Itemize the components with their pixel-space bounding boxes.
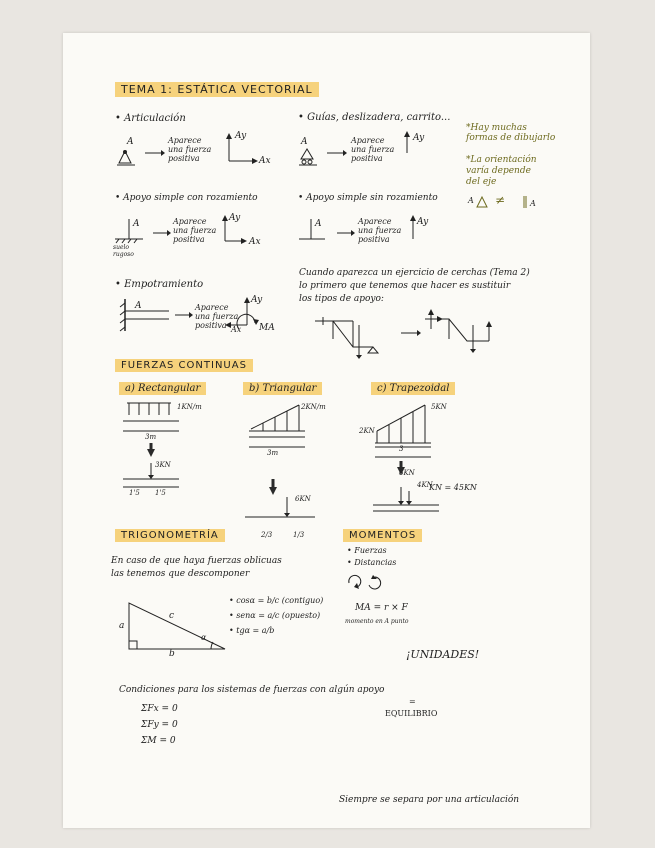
condiciones-equals: = xyxy=(409,697,416,706)
page-title: TEMA 1: ESTÁTICA VECTORIAL xyxy=(115,83,319,96)
empotramiento-ay: Ay xyxy=(251,295,263,305)
tri-third-2: 1/3 xyxy=(293,531,305,539)
trig-side-b: b xyxy=(169,649,175,659)
empotramiento-ma: MA xyxy=(259,323,275,333)
trap-res1: 6KN xyxy=(399,469,415,477)
moment-formula: MA = r × F xyxy=(355,603,408,613)
rect-load: 1KN/m xyxy=(177,403,202,411)
rect-res: 3KN xyxy=(155,461,171,469)
guias-label: • Guías, deslizadera, carrito... xyxy=(298,112,451,123)
tri-label: b) Triangular xyxy=(243,383,322,394)
trap-left: 2KN xyxy=(359,427,375,435)
condiciones-text: Condiciones para los sistemas de fuerzas con algún apoyo xyxy=(119,685,385,695)
empotramiento-label: • Empotramiento xyxy=(115,279,204,290)
moment-note: momento en A punto xyxy=(345,618,409,625)
condiciones-equations: ΣFx = 0 ΣFy = 0 ΣM = 0 xyxy=(141,704,178,746)
momentos-items: • Fuerzas • Distancias xyxy=(347,546,397,567)
guias-text: Aparece una fuerza positiva xyxy=(351,136,395,163)
apoyo-con-ground: suelo rugoso xyxy=(113,244,134,258)
side-note-support-icons xyxy=(468,193,548,213)
empotramiento-text: Aparece una fuerza positiva xyxy=(195,303,239,330)
apoyo-con-ax: Ax xyxy=(249,237,261,247)
trig-heading: TRIGONOMETRÍA xyxy=(115,530,225,541)
svg-text:A: A xyxy=(530,199,536,208)
articulacion-ax: Ax xyxy=(259,156,271,166)
articulacion-text: Aparece una fuerza positiva xyxy=(168,136,212,163)
guias-ay: Ay xyxy=(413,133,425,143)
fuerzas-heading: FUERZAS CONTINUAS xyxy=(115,360,253,371)
tri-third-1: 2/3 xyxy=(261,531,273,539)
trig-text: En caso de que haya fuerzas oblicuas las tenemos que descomponer xyxy=(111,556,282,579)
trig-triangle xyxy=(127,599,237,655)
rect-half-2: 1'5 xyxy=(155,489,166,497)
trap-top: 5KN xyxy=(431,403,447,411)
notebook-page xyxy=(63,33,590,828)
trig-side-a: a xyxy=(119,621,125,631)
rect-len: 3m xyxy=(145,433,157,441)
apoyo-sin-text: Aparece una fuerza positiva xyxy=(358,217,402,244)
apoyo-sin-ay: Ay xyxy=(417,217,429,227)
apoyo-con-label: • Apoyo simple con rozamiento xyxy=(115,193,258,203)
momentos-heading: MOMENTOS xyxy=(343,530,422,541)
side-note-2: *La orientación varía depende del eje xyxy=(466,155,537,187)
articulacion-ay: Ay xyxy=(235,131,247,141)
apoyo-sin-a: A xyxy=(315,219,322,229)
condiciones-equilibrio: EQUILIBRIO xyxy=(385,709,438,718)
trap-label: c) Trapezoidal xyxy=(371,383,455,394)
tri-load: 2KN/m xyxy=(301,403,326,411)
empotramiento-a: A xyxy=(135,301,142,311)
apoyo-con-text: Aparece una fuerza positiva xyxy=(173,217,217,244)
apoyo-con-a: A xyxy=(133,219,140,229)
cerchas-diagram xyxy=(313,311,553,361)
cerchas-text: Cuando aparezca un ejercicio de cerchas (Tema 2) lo primero que tenemos que hacer es sustituir los tipos de apoyo: xyxy=(299,268,530,304)
tri-res: 6KN xyxy=(295,495,311,503)
side-note-1: *Hay muchas formas de dibujarlo xyxy=(466,123,556,143)
svg-text:A: A xyxy=(468,196,474,205)
trig-side-c: c xyxy=(169,611,175,621)
footer-note: Siempre se separa por una articulación xyxy=(339,795,520,805)
trig-alpha: α xyxy=(201,633,207,642)
trap-eq: KN = 45KN xyxy=(429,483,477,492)
unidades: ¡UNIDADES! xyxy=(406,648,480,661)
trig-equations: • cosα = b/c (contiguo) • senα = a/c (opuesto) • tgα = a/b xyxy=(229,596,324,635)
guias-a: A xyxy=(301,137,308,147)
articulacion-label: • Articulación xyxy=(115,113,186,124)
rotation-icons xyxy=(345,573,385,593)
trap-len: 3 xyxy=(399,445,404,453)
rect-label: a) Rectangular xyxy=(119,383,206,394)
trap-res2: 4KN xyxy=(417,481,433,489)
not-equal-sign: ≠ xyxy=(495,193,506,207)
apoyo-sin-label: • Apoyo simple sin rozamiento xyxy=(298,193,438,203)
tri-len: 3m xyxy=(267,449,279,457)
rect-half-1: 1'5 xyxy=(129,489,140,497)
empotramiento-ax: Ax xyxy=(231,325,242,334)
articulacion-a: A xyxy=(127,137,134,147)
apoyo-con-ay: Ay xyxy=(229,213,241,223)
trap-load-diagram xyxy=(375,401,495,521)
tri-load-diagram xyxy=(249,401,359,521)
